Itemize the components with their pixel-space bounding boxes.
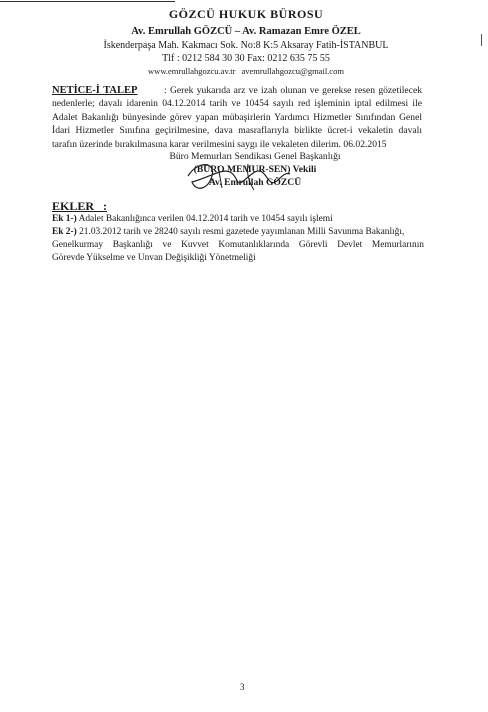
top-rule bbox=[0, 1, 175, 2]
netice-text-1: Gerek yukarıda arz ve izah olunan ve gerekse resen gözetilecek bbox=[170, 85, 422, 96]
ek-2-line-3: Görevde Yükselme ve Unvan Değişikliği Yönetmeliği bbox=[52, 253, 256, 264]
signature-role: (BÜRO MEMUR-SEN) Vekili bbox=[193, 164, 317, 175]
ekler-heading bbox=[52, 199, 107, 214]
netice-talep-paragraph bbox=[52, 84, 422, 151]
netice-separator: : bbox=[164, 85, 167, 96]
ekler-separator: : bbox=[103, 199, 108, 213]
netice-line-4: İdari Hizmetler Sınıfına geçirilmesine, dava masraflarıyla birlikte ücret-i vekaletin davalı bbox=[52, 125, 422, 137]
netice-line-2: nedenlerle; davalı idarenin 04.12.2014 tarih ve 10454 sayılı red işleminin iptal edilmesi ile bbox=[52, 98, 422, 110]
netice-heading: NETİCE-İ TALEP bbox=[52, 85, 138, 96]
signature-org: Büro Memurları Sendikası Genel Başkanlığı bbox=[169, 151, 341, 162]
firm-website: www.emrullahgozcu.av.tr bbox=[148, 66, 236, 76]
netice-line-1 bbox=[52, 84, 422, 97]
firm-address: İskenderpaşa Mah. Kakmacı Sok. No:8 K:5 Aksaray Fatih-İSTANBUL bbox=[103, 40, 389, 51]
page-number: 3 bbox=[240, 682, 245, 692]
firm-phones: Tlf : 0212 584 30 30 Fax: 0212 635 75 55 bbox=[162, 53, 330, 64]
ek-item-2 bbox=[52, 226, 424, 266]
netice-line-5: tarafın üzerinde bırakılmasına karar verilmesini saygı ile vekaleten dilerim. 06.02.2015 bbox=[52, 138, 387, 150]
letterhead bbox=[96, 7, 396, 77]
firm-name: GÖZCÜ HUKUK BÜROSU bbox=[168, 7, 324, 21]
ek-item-1 bbox=[52, 213, 424, 226]
ek-2-text: 21.03.2012 tarih ve 28240 sayılı resmi gazetede yayımlanan Milli Savunma Bakanlığı, bbox=[79, 227, 405, 237]
ek-1-label: Ek 1-) bbox=[52, 214, 77, 224]
netice-line-3: Adalet Bakanlığı bünyesinde görev yapan mübaşirlerin Yardımcı Hizmetler Sınıfından Genel bbox=[52, 111, 422, 123]
handwritten-signature bbox=[178, 158, 298, 194]
signature-name: Av. Emrullah GÖZCÜ bbox=[208, 177, 302, 188]
ek-2-label: Ek 2-) bbox=[52, 227, 77, 237]
lawyer-names: Av. Emrullah GÖZCÜ – Av. Ramazan Emre ÖZEL bbox=[131, 26, 361, 37]
ek-2-line-2: Genelkurmay Başkanlığı ve Kuvvet Komutanlıklarında Görevli Devlet Memurlarının bbox=[52, 240, 424, 251]
firm-contact bbox=[96, 65, 396, 77]
ek-1-text: Adalet Bakanlığınca verilen 04.12.2014 tarih ve 10454 sayılı işlemi bbox=[78, 214, 333, 224]
firm-email: avemrullahgozcu@gmail.com bbox=[241, 66, 344, 76]
ekler-heading-text: EKLER bbox=[52, 199, 95, 213]
margin-mark bbox=[481, 34, 482, 46]
